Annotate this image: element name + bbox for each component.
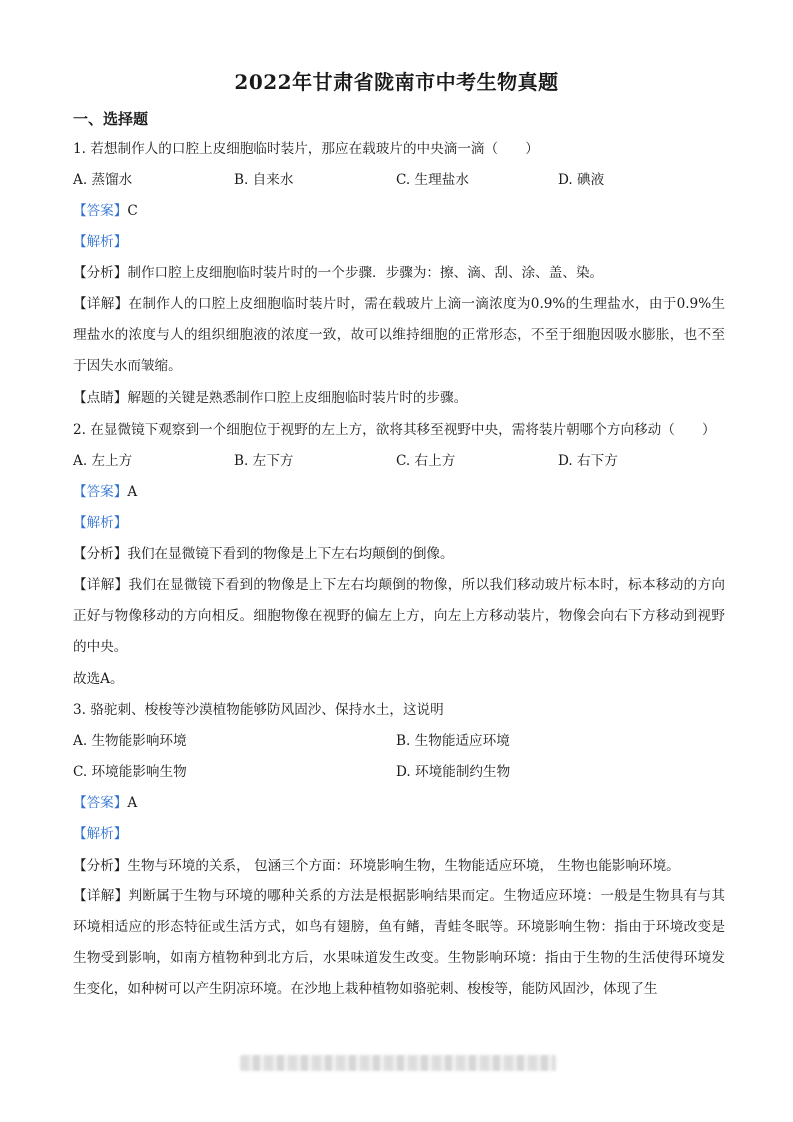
blurred-footer-watermark: [240, 1055, 556, 1071]
q3-fenxi: [73, 856, 723, 876]
q2-xiangjie: [73, 570, 725, 663]
xiangjie-text: 我们在显微镜下看到的物像是上下左右均颠倒的物像，所以我们移动玻片标本时，标本移动的方向正好与物像移动的方向相反。细胞物像在视野的偏左上方，向左上方移动装片，物像会向右下方移动到视野的中央。: [73, 577, 725, 655]
q1-option-d: D. 碘液: [558, 172, 605, 188]
analysis-tag: 【解析】: [73, 826, 128, 842]
q1-fenxi: [73, 263, 723, 283]
document-title: 2022年甘肃省陇南市中考生物真题: [234, 70, 559, 94]
fenxi-text: 生物与环境的关系， 包涵三个方面：环境影响生物，生物能适应环境， 生物也能影响环境。: [127, 858, 680, 874]
answer-tag: 【答案】: [73, 795, 128, 811]
q1-analysis-heading: [73, 232, 723, 252]
section-heading: 一、选择题: [73, 110, 149, 128]
answer-value: A: [127, 795, 138, 811]
q3-option-c: C. 环境能影响生物: [73, 764, 187, 780]
q2-option-a: A. 左上方: [73, 453, 133, 469]
q2-stem: 2. 在显微镜下观察到一个细胞位于视野的左上方，欲将其移至视野中央，需将装片朝哪个方向移动（ ）: [73, 422, 716, 438]
q1-option-a: A. 蒸馏水: [73, 172, 133, 188]
answer-tag: 【答案】: [73, 484, 128, 500]
q2-option-b: B. 左下方: [234, 453, 294, 469]
dianjing-tag: 【点睛】: [73, 390, 128, 406]
q3-analysis-heading: [73, 824, 723, 844]
q2-option-d: D. 右下方: [558, 453, 618, 469]
q3-option-b: B. 生物能适应环境: [396, 733, 510, 749]
q3-stem: 3. 骆驼刺、梭梭等沙漠植物能够防风固沙、保持水土，这说明: [73, 702, 444, 718]
q1-option-c: C. 生理盐水: [396, 172, 469, 188]
xiangjie-tag: 【详解】: [73, 888, 129, 904]
q3-xiangjie: [73, 881, 725, 1005]
analysis-tag: 【解析】: [73, 234, 128, 250]
fenxi-tag: 【分析】: [73, 265, 128, 281]
q2-answer: [73, 482, 723, 502]
q3-option-d: D. 环境能制约生物: [396, 764, 511, 780]
xiangjie-text: 判断属于生物与环境的哪种关系的方法是根据影响结果而定。生物适应环境：一般是生物具有与其环境相适应的形态特征或生活方式，如鸟有翅膀，鱼有鳍，青蛙冬眠等。环境影响生物：指由于环境改变是生物受到影响，如南方植物种到北方后，水果味道发生改变。生物影响环境：指由于生物的生活使得环境发生变化，如种树可以产生阴凉环境。在沙地上栽种植物如骆驼刺、梭梭等，能防风固沙，体现了生: [73, 888, 725, 997]
fenxi-tag: 【分析】: [73, 858, 128, 874]
q1-stem: 1. 若想制作人的口腔上皮细胞临时装片，那应在载玻片的中央滴一滴（ ）: [73, 141, 539, 157]
dianjing-text: 解题的关键是熟悉制作口腔上皮细胞临时装片时的步骤。: [127, 390, 468, 406]
q1-xiangjie: [73, 289, 725, 382]
q2-fenxi: [73, 544, 723, 564]
q1-answer: [73, 201, 723, 221]
fenxi-tag: 【分析】: [73, 546, 128, 562]
xiangjie-tag: 【详解】: [73, 577, 129, 593]
q2-analysis-heading: [73, 513, 723, 533]
xiangjie-tag: 【详解】: [73, 296, 129, 312]
answer-value: C: [127, 203, 138, 219]
fenxi-text: 我们在显微镜下看到的物像是上下左右均颠倒的倒像。: [127, 546, 454, 562]
answer-value: A: [127, 484, 138, 500]
answer-tag: 【答案】: [73, 203, 128, 219]
fenxi-text: 制作口腔上皮细胞临时装片时的一个步骤．步骤为：擦、滴、刮、涂、盖、染。: [127, 265, 604, 281]
q3-answer: [73, 793, 723, 813]
q2-option-c: C. 右上方: [396, 453, 456, 469]
q3-option-a: A. 生物能影响环境: [73, 733, 187, 749]
q1-dianjing: [73, 388, 723, 408]
xiangjie-text: 在制作人的口腔上皮细胞临时装片时，需在载玻片上滴一滴浓度为0.9%的生理盐水，由于0.9%生理盐水的浓度与人的组织细胞液的浓度一致，故可以维持细胞的正常形态，不至于细胞因吸水膨胀，也不至于因失水而皱缩。: [73, 296, 725, 374]
analysis-tag: 【解析】: [73, 515, 128, 531]
q1-option-b: B. 自来水: [234, 172, 294, 188]
q2-conclusion: 故选A。: [73, 671, 124, 687]
